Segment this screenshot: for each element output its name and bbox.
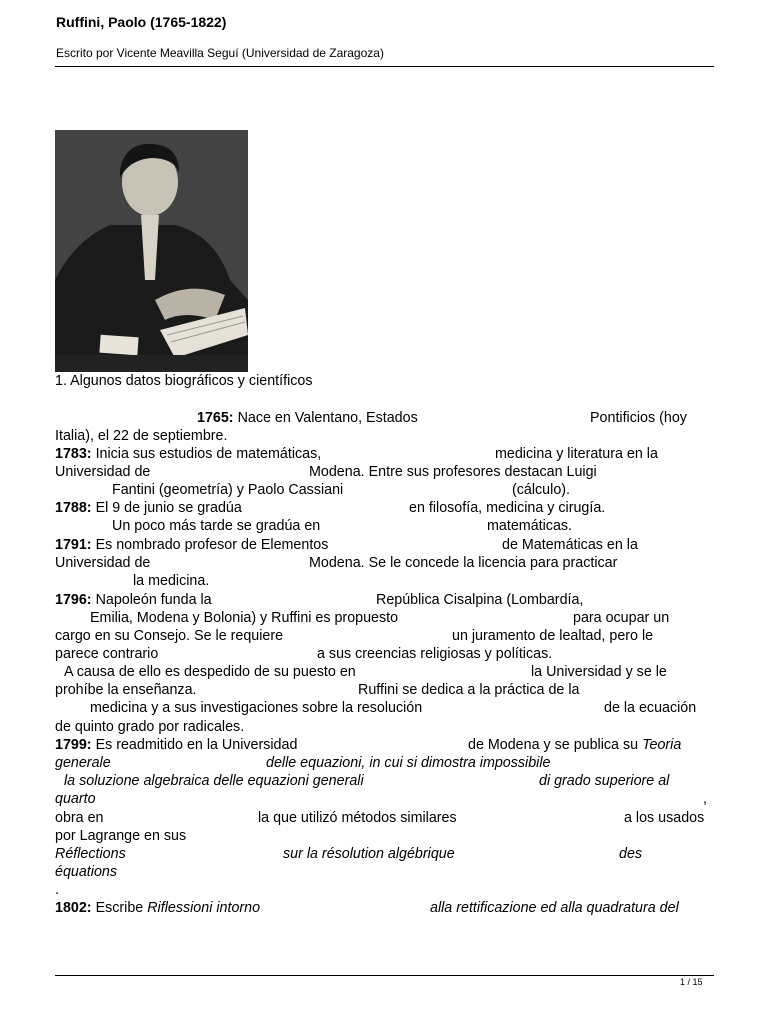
text-line: Pontificios (hoy bbox=[590, 410, 687, 426]
portrait-image bbox=[55, 130, 248, 372]
text-line: República Cisalpina (Lombardía, bbox=[376, 592, 584, 608]
text-line: medicina y a sus investigaciones sobre la resolución bbox=[90, 700, 423, 716]
text-line: la que utilizó métodos similares bbox=[258, 810, 457, 826]
text-line: delle equazioni, in cui si dimostra impossibile bbox=[266, 755, 551, 771]
text-line: para ocupar un bbox=[573, 610, 670, 626]
text-line: , bbox=[703, 791, 707, 807]
text-line: quarto bbox=[55, 791, 96, 807]
text-line: medicina y literatura en la bbox=[495, 446, 658, 462]
text-line: Universidad de bbox=[55, 555, 151, 571]
text-line: matemáticas. bbox=[487, 518, 573, 534]
text-line: Ruffini se dedica a la práctica de la bbox=[358, 682, 580, 698]
text-line: prohíbe la enseñanza. bbox=[55, 682, 197, 698]
footer-rule bbox=[55, 975, 714, 976]
text-line: de la ecuación bbox=[604, 700, 697, 716]
text-line: Fantini (geometría) y Paolo Cassiani bbox=[112, 482, 344, 498]
year-1799: 1799: Es readmitido en la Universidad bbox=[55, 737, 298, 753]
text-line: Italia), el 22 de septiembre. bbox=[55, 428, 228, 444]
text-line: a sus creencias religiosas y políticas. bbox=[317, 646, 553, 662]
year-1802: 1802: Escribe Riflessioni intorno bbox=[55, 900, 261, 916]
section-heading: 1. Algunos datos biográficos y científicos bbox=[55, 373, 313, 389]
year-1783: 1783: Inicia sus estudios de matemáticas, bbox=[55, 446, 322, 462]
text-line: Emilia, Modena y Bolonia) y Ruffini es propuesto bbox=[90, 610, 399, 626]
author-byline: Escrito por Vicente Meavilla Seguí (Universidad de Zaragoza) bbox=[56, 46, 384, 60]
text-line: la medicina. bbox=[133, 573, 210, 589]
text-line: la soluzione algebraica delle equazioni generali bbox=[64, 773, 364, 789]
year-1791: 1791: Es nombrado profesor de Elementos bbox=[55, 537, 329, 553]
text-line: A causa de ello es despedido de su puesto en bbox=[64, 664, 356, 680]
text-line: Un poco más tarde se gradúa en bbox=[112, 518, 321, 534]
text-line: de quinto grado por radicales. bbox=[55, 719, 245, 735]
text-line: Réflections bbox=[55, 846, 126, 862]
text-line: generale bbox=[55, 755, 111, 771]
text-line: équations bbox=[55, 864, 118, 880]
text-line: di grado superiore al bbox=[539, 773, 670, 789]
header-rule bbox=[55, 66, 714, 67]
text-line: sur la résolution algébrique bbox=[283, 846, 455, 862]
text-line: Modena. Se le concede la licencia para practicar bbox=[309, 555, 618, 571]
text-line: de Modena y se publica su Teoria bbox=[468, 737, 682, 753]
year-1788: 1788: El 9 de junio se gradúa bbox=[55, 500, 242, 516]
text-line: cargo en su Consejo. Se le requiere bbox=[55, 628, 284, 644]
year-1765: 1765: Nace en Valentano, Estados bbox=[197, 410, 418, 426]
text-line: por Lagrange en sus bbox=[55, 828, 187, 844]
page-number: 1 / 15 bbox=[680, 977, 703, 987]
text-line: . bbox=[55, 882, 59, 898]
text-line: parece contrario bbox=[55, 646, 159, 662]
text-line: Modena. Entre sus profesores destacan Luigi bbox=[309, 464, 597, 480]
text-line: la Universidad y se le bbox=[531, 664, 667, 680]
text-line: alla rettificazione ed alla quadratura del bbox=[430, 900, 679, 916]
year-1796: 1796: Napoleón funda la bbox=[55, 592, 212, 608]
text-line: obra en bbox=[55, 810, 104, 826]
text-line: Universidad de bbox=[55, 464, 151, 480]
text-line: de Matemáticas en la bbox=[502, 537, 638, 553]
text-line: un juramento de lealtad, pero le bbox=[452, 628, 654, 644]
text-line: en filosofía, medicina y cirugía. bbox=[409, 500, 606, 516]
page-title: Ruffini, Paolo (1765-1822) bbox=[56, 14, 227, 30]
text-line: des bbox=[619, 846, 643, 862]
text-line: a los usados bbox=[624, 810, 705, 826]
text-line: (cálculo). bbox=[512, 482, 570, 498]
